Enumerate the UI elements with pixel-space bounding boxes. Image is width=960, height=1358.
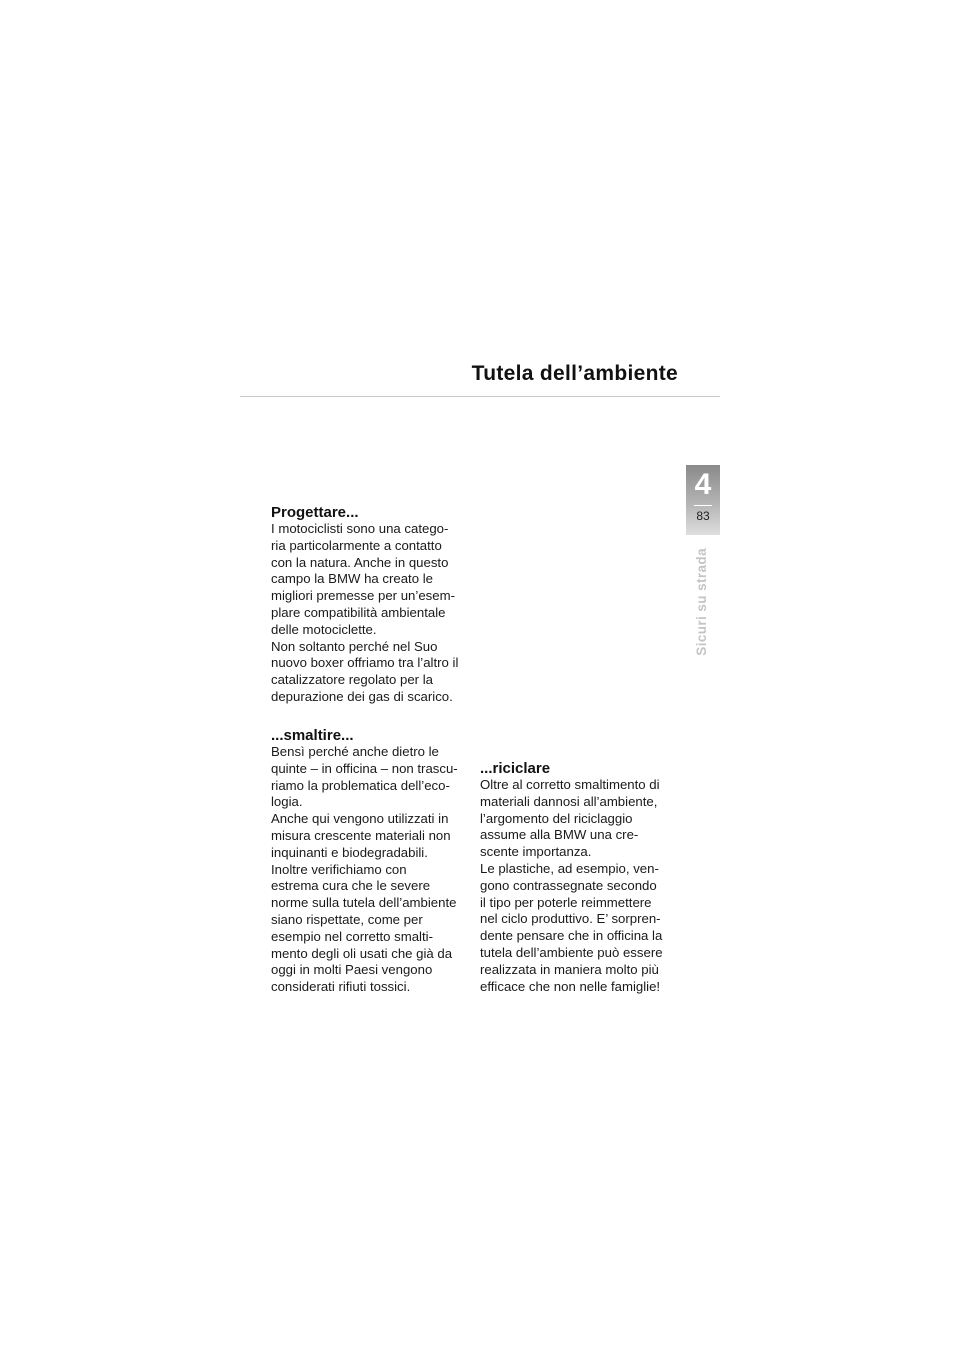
page-number: 83: [696, 509, 710, 523]
chapter-tab: [686, 465, 720, 535]
section-heading: ...riciclare: [480, 760, 551, 777]
page-title: Tutela dell’ambiente: [471, 362, 678, 385]
section-smaltire: [271, 728, 481, 996]
title-divider: [240, 396, 720, 397]
section-heading: ...smaltire...: [271, 727, 354, 744]
section-heading: Progettare...: [271, 504, 359, 521]
chapter-divider: [694, 505, 712, 506]
section-body: I motociclisti sono una catego- ria particolarmente a contatto con la natura. Anche in questo campo la BMW ha creato le migliori premesse per un’esem- plare compatibilità ambientale delle motociclette. Non soltanto perché nel Suo nuovo boxer offriamo tra l’altro il catalizzatore regolato per la depurazione dei gas di scarico.: [271, 521, 459, 704]
section-riciclare: [480, 761, 690, 995]
section-body: Oltre al corretto smaltimento di materiali dannosi all’ambiente, l’argomento del riciclaggio assume alla BMW una cre- scente importanza. Le plastiche, ad esempio, ven- gono contrassegnate secondo il tipo per poterle reimmettere nel ciclo produttivo. E’ sorpren- dente pensare che in officina la tutela dell’ambiente può essere realizzata in maniera molto più efficace che non nelle famiglie!: [480, 777, 663, 994]
section-progettare: [271, 505, 481, 706]
chapter-number: 4: [694, 468, 712, 501]
section-body: Bensì perché anche dietro le quinte – in officina – non trascu- riamo la problematica dell’eco- logia. Anche qui vengono utilizzati in misura crescente materiali non inquinanti e biodegradabili. Inoltre verifichiamo con estrema cura che le severe norme sulla tutela dell’ambiente siano rispettate, come per esempio nel corretto smalti- mento degli oli usati che già da oggi in molti Paesi vengono considerati rifiuti tossici.: [271, 744, 458, 995]
chapter-side-label: Sicuri su strada: [694, 548, 709, 656]
